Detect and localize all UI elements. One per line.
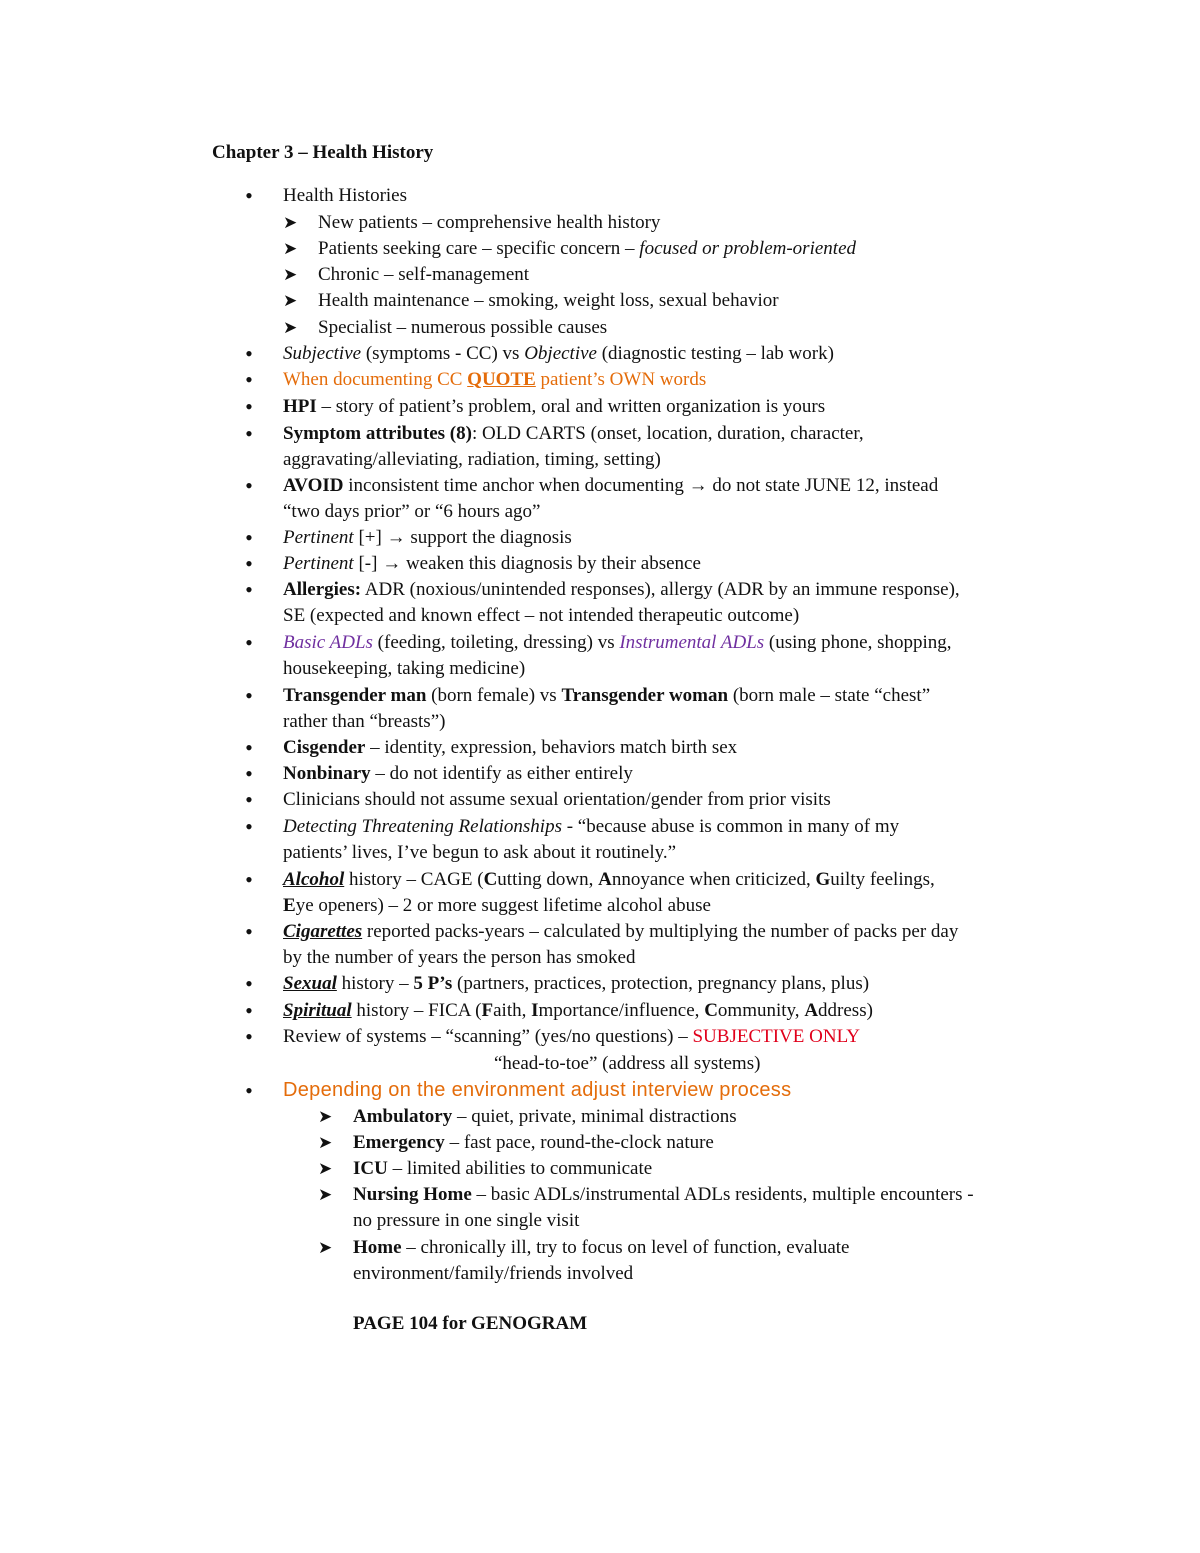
list-item: Emergency – fast pace, round-the-clock nature [353,1132,714,1153]
list-item: Health maintenance – smoking, weight loss, sexual behavior [318,290,779,311]
list-item: Symptom attributes (8): OLD CARTS (onset, location, duration, character, [283,423,864,444]
list-item: Patients seeking care – specific concern – focused or problem-oriented [318,238,856,259]
list-item-continuation: patients’ lives, I’ve begun to ask about it routinely.” [283,842,677,863]
bullet: • [245,473,253,498]
list-item: Home – chronically ill, try to focus on level of function, evaluate [353,1237,850,1258]
list-item: Chronic – self-management [318,264,530,285]
bullet: • [245,761,253,786]
list-item: HPI – story of patient’s problem, oral and written organization is yours [283,396,826,417]
bullet: • [245,394,253,419]
list-item-continuation: by the number of years the person has smoked [283,947,636,968]
bullet: • [245,919,253,944]
list-item-continuation: no pressure in one single visit [353,1210,580,1231]
list-item: Cisgender – identity, expression, behaviors match birth sex [283,737,738,758]
bullet: • [245,867,253,892]
arrow-bullet-icon: ➤ [283,213,298,233]
bullet: • [245,814,253,839]
list-item: Pertinent [+] → support the diagnosis [283,527,572,548]
list-item: Nonbinary – do not identify as either entirely [283,763,633,784]
list-item: ICU – limited abilities to communicate [353,1158,653,1179]
arrow-bullet-icon: ➤ [318,1238,333,1258]
list-item: Basic ADLs (feeding, toileting, dressing) vs Instrumental ADLs (using phone, shopping, [283,632,952,653]
list-item: Alcohol history – CAGE (Cutting down, Annoyance when criticized, Guilty feelings, [283,869,935,890]
list-item: Specialist – numerous possible causes [318,317,608,338]
bullet: • [245,998,253,1023]
bullet: • [245,787,253,812]
arrow-bullet-icon: ➤ [318,1185,333,1205]
page-title: Chapter 3 – Health History [212,142,434,163]
list-item: Detecting Threatening Relationships - “because abuse is common in many of my [283,816,900,837]
list-item-continuation: “two days prior” or “6 hours ago” [283,501,541,522]
list-item-continuation: SE (expected and known effect – not intended therapeutic outcome) [283,605,800,626]
list-item-continuation: aggravating/alleviating, radiation, timing, setting) [283,449,661,470]
list-item: Depending on the environment adjust interview process [283,1079,792,1101]
list-item: Health Histories [283,185,408,206]
list-item-continuation: environment/family/friends involved [353,1263,634,1284]
list-item: Ambulatory – quiet, private, minimal distractions [353,1106,737,1127]
list-item-continuation: rather than “breasts”) [283,711,446,732]
arrow-bullet-icon: ➤ [283,291,298,311]
list-item: Sexual history – 5 P’s (partners, practices, protection, pregnancy plans, plus) [283,973,870,994]
list-item-continuation: housekeeping, taking medicine) [283,658,526,679]
arrow-bullet-icon: ➤ [283,318,298,338]
list-item: Transgender man (born female) vs Transgender woman (born male – state “chest” [283,685,931,706]
bullet: • [245,183,253,208]
arrow-bullet-icon: ➤ [318,1107,333,1127]
bullet: • [245,683,253,708]
bullet: • [245,971,253,996]
bullet: • [245,577,253,602]
list-item: New patients – comprehensive health history [318,212,661,233]
bullet: • [245,1024,253,1049]
list-item: Pertinent [-] → weaken this diagnosis by their absence [283,553,701,574]
bullet: • [245,421,253,446]
list-item: When documenting CC QUOTE patient’s OWN words [283,369,707,390]
list-item: Clinicians should not assume sexual orientation/gender from prior visits [283,789,831,810]
arrow-bullet-icon: ➤ [318,1159,333,1179]
list-item: Cigarettes reported packs-years – calculated by multiplying the number of packs per day [283,921,959,942]
bullet: • [245,551,253,576]
list-item: Subjective (symptoms - CC) vs Objective (diagnostic testing – lab work) [283,343,834,364]
genogram-page-note: PAGE 104 for GENOGRAM [353,1313,588,1334]
arrow-bullet-icon: ➤ [283,265,298,285]
list-item: Nursing Home – basic ADLs/instrumental ADLs residents, multiple encounters - [353,1184,974,1205]
list-item: AVOID inconsistent time anchor when documenting → do not state JUNE 12, instead [283,475,939,496]
list-item: Review of systems – “scanning” (yes/no questions) – SUBJECTIVE ONLY [283,1026,860,1047]
list-item-continuation: “head-to-toe” (address all systems) [494,1053,761,1074]
arrow-bullet-icon: ➤ [283,239,298,259]
list-item: Allergies: ADR (noxious/unintended responses), allergy (ADR by an immune response), [283,579,960,600]
bullet: • [245,1078,253,1103]
bullet: • [245,341,253,366]
bullet: • [245,630,253,655]
list-item: Spiritual history – FICA (Faith, Importance/influence, Community, Address) [283,1000,873,1021]
bullet: • [245,735,253,760]
arrow-bullet-icon: ➤ [318,1133,333,1153]
bullet: • [245,525,253,550]
list-item-continuation: Eye openers) – 2 or more suggest lifetime alcohol abuse [283,895,711,916]
bullet: • [245,367,253,392]
